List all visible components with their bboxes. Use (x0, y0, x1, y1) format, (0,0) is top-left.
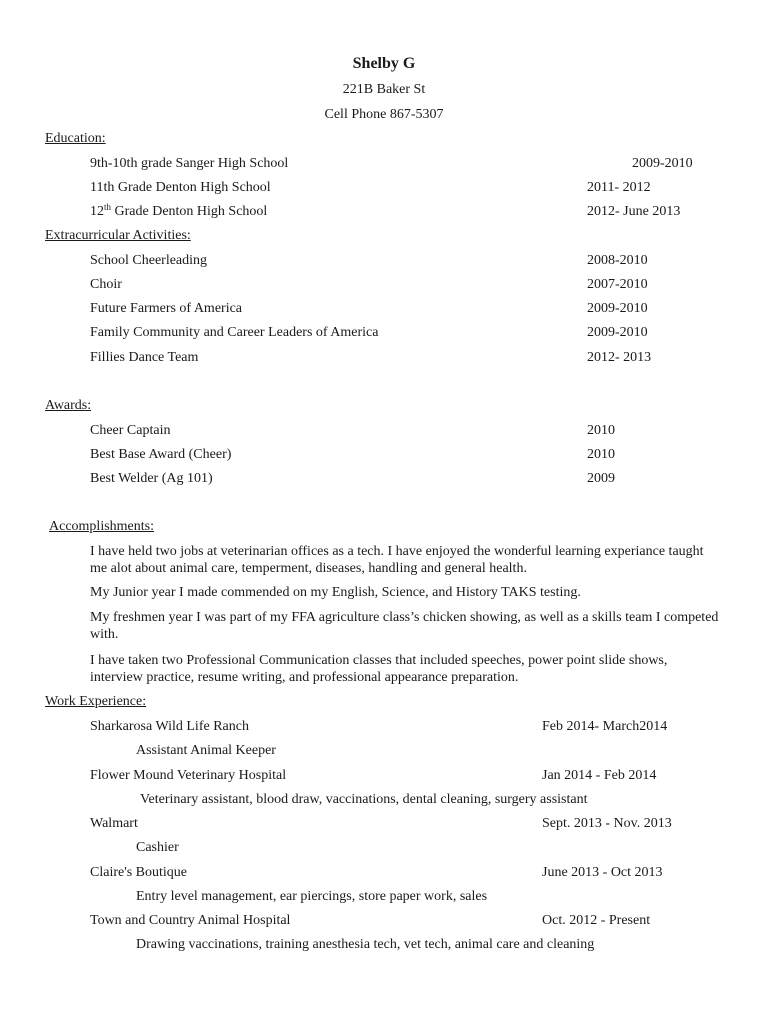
extracurricular-heading: Extracurricular Activities: (45, 228, 191, 243)
education-item-date: 2009-2010 (632, 156, 693, 171)
education-item-label (90, 203, 267, 221)
address: 221B Baker St (342, 82, 426, 97)
accomplishment-paragraph: My Junior year I made commended on my English, Science, and History TAKS testing. (90, 585, 581, 600)
activity-label: Future Farmers of America (90, 301, 243, 316)
job-role: Entry level management, ear piercings, store paper work, sales (136, 889, 488, 904)
accomplishment-paragraph: I have held two jobs at veterinarian offices as a tech. I have enjoyed the wonderful learning experiance taught me alot about animal care, temperment, diseases, handling and general health. (90, 544, 704, 576)
employer-name: Town and Country Animal Hospital (90, 913, 291, 928)
activity-label: Fillies Dance Team (90, 350, 199, 365)
employer-name: Sharkarosa Wild Life Ranch (90, 719, 249, 734)
accomplishments-heading: Accomplishments: (49, 519, 154, 534)
activity-label: Family Community and Career Leaders of America (90, 325, 379, 340)
activity-label: School Cheerleading (90, 253, 208, 268)
education-item-label: 11th Grade Denton High School (90, 180, 271, 195)
employer-name: Flower Mound Veterinary Hospital (90, 768, 287, 783)
work-experience-heading: Work Experience: (45, 694, 147, 709)
employer-name: Walmart (90, 816, 138, 831)
accomplishment-paragraph: I have taken two Professional Communication classes that included speeches, power point slide shows, interview practice, resume writing, and professional appearance preparation. (90, 653, 668, 685)
education-item-label: 9th-10th grade Sanger High School (90, 156, 289, 171)
activity-date: 2008-2010 (587, 253, 648, 268)
awards-heading: Awards: (45, 398, 92, 413)
job-role: Assistant Animal Keeper (136, 743, 276, 758)
phone-number: Cell Phone 867-5307 (324, 107, 444, 122)
employment-date: Feb 2014- March2014 (542, 719, 668, 734)
accomplishment-paragraph: My freshmen year I was part of my FFA agriculture class’s chicken showing, as well as a skills team I competed with. (90, 610, 719, 642)
employment-date: Jan 2014 - Feb 2014 (542, 768, 657, 783)
activity-date: 2009-2010 (587, 325, 648, 340)
grade-number: 12 (90, 204, 104, 219)
employment-date: Sept. 2013 - Nov. 2013 (542, 816, 672, 831)
activity-date: 2007-2010 (587, 277, 648, 292)
award-date: 2009 (587, 471, 615, 486)
award-label: Cheer Captain (90, 423, 171, 438)
education-item-date: 2012- June 2013 (587, 204, 681, 219)
job-role: Drawing vaccinations, training anesthesia tech, vet tech, animal care and cleaning (136, 937, 595, 952)
employer-name: Claire's Boutique (90, 865, 188, 880)
education-heading: Education: (45, 131, 106, 146)
education-item-date: 2011- 2012 (587, 180, 651, 195)
employment-date: June 2013 - Oct 2013 (542, 865, 663, 880)
employment-date: Oct. 2012 - Present (542, 913, 651, 928)
job-role: Cashier (136, 840, 179, 855)
award-date: 2010 (587, 447, 615, 462)
activity-label: Choir (90, 277, 122, 292)
job-role: Veterinary assistant, blood draw, vaccinations, dental cleaning, surgery assistant (140, 792, 588, 807)
resume-name: Shelby G (352, 55, 416, 72)
activity-date: 2009-2010 (587, 301, 648, 316)
award-date: 2010 (587, 423, 615, 438)
grade-ordinal-suffix: th (104, 202, 112, 212)
award-label: Best Welder (Ag 101) (90, 471, 213, 486)
award-label: Best Base Award (Cheer) (90, 447, 232, 462)
activity-date: 2012- 2013 (587, 350, 652, 365)
school-name: Grade Denton High School (111, 204, 268, 219)
